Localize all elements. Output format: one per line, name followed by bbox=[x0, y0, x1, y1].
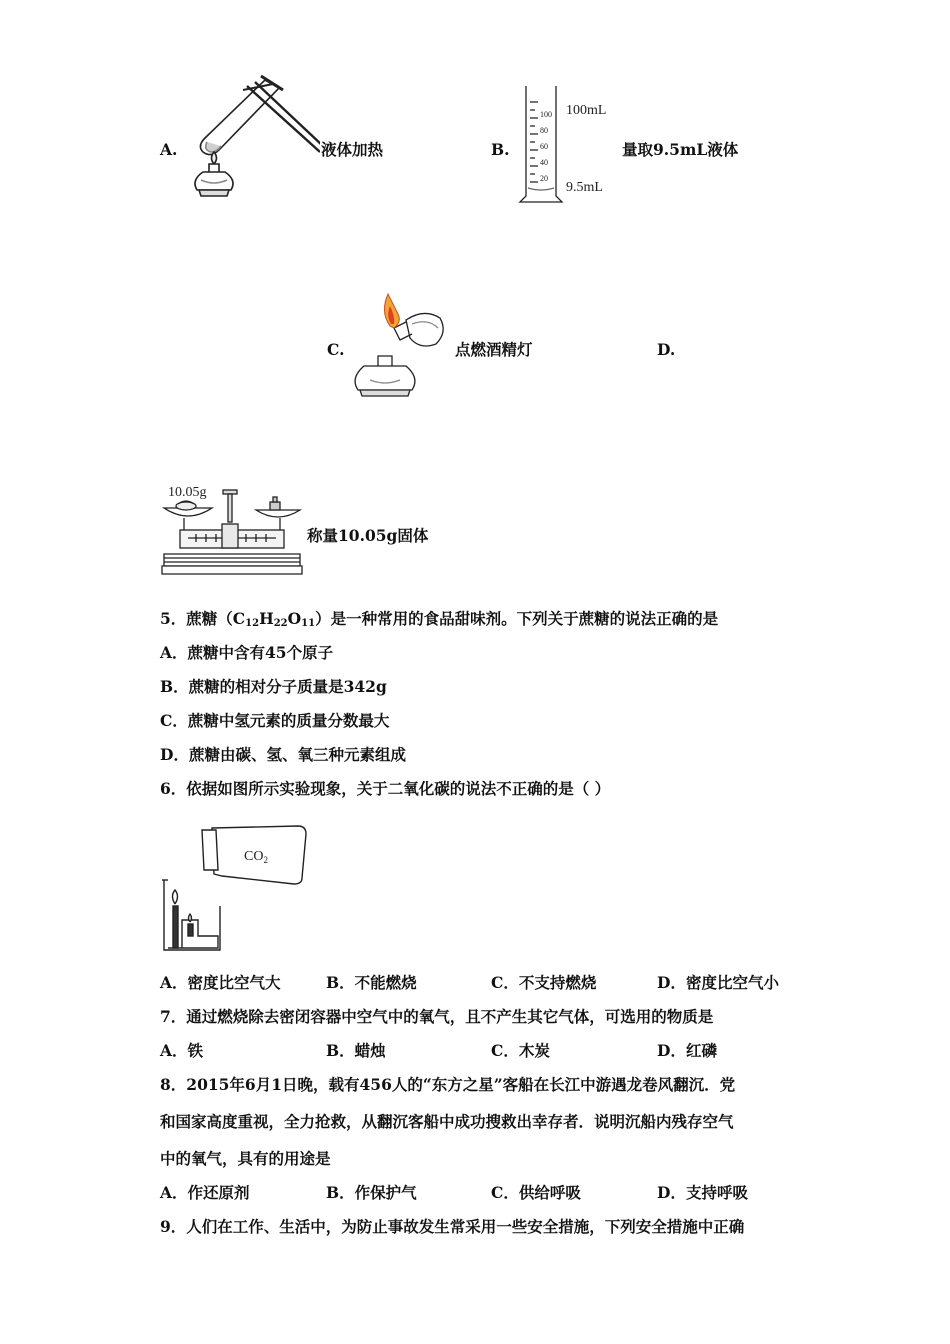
q8-option-c: C．供给呼吸 bbox=[491, 1183, 581, 1202]
option-b-letter: B. bbox=[491, 140, 510, 159]
option-a-letter: A. bbox=[160, 140, 178, 159]
q6-stem: 6．依据如图所示实验现象，关于二氧化碳的说法不正确的是（ ） bbox=[160, 779, 611, 798]
q9-stem: 9．人们在工作、生活中，为防止事故发生常采用一些安全措施，下列安全措施中正确 bbox=[160, 1217, 745, 1236]
q8-option-d: D．支持呼吸 bbox=[657, 1183, 748, 1202]
co2-beaker-figure bbox=[160, 820, 310, 955]
tick-40: 40 bbox=[540, 158, 548, 167]
q7-option-c: C．木炭 bbox=[491, 1041, 550, 1060]
liquid-heating-figure bbox=[185, 72, 320, 207]
option-c-letter: C. bbox=[327, 340, 345, 359]
q7-option-a: A．铁 bbox=[160, 1041, 204, 1060]
option-c-caption: 点燃酒精灯 bbox=[455, 340, 533, 359]
q5-option-a: A．蔗糖中含有45个原子 bbox=[160, 643, 334, 662]
q7-stem: 7．通过燃烧除去密闭容器中空气中的氧气，且不产生其它气体，可选用的物质是 bbox=[160, 1007, 714, 1026]
cylinder-top-label: 100mL bbox=[566, 103, 607, 118]
q8-option-a: A．作还原剂 bbox=[160, 1183, 250, 1202]
option-d-letter: D. bbox=[657, 340, 676, 359]
q8-line-3: 中的氧气，具有的用途是 bbox=[160, 1149, 331, 1168]
co2-subscript: 2 bbox=[263, 855, 268, 865]
option-a-caption: 液体加热 bbox=[321, 140, 384, 159]
q7-option-d: D．红磷 bbox=[657, 1041, 717, 1060]
graduated-cylinder-figure bbox=[516, 84, 626, 208]
q7-option-b: B．蜡烛 bbox=[326, 1041, 386, 1060]
tick-60: 60 bbox=[540, 142, 548, 151]
option-b-caption: 量取9.5mL液体 bbox=[622, 140, 739, 159]
q5-option-c: C．蔗糖中氢元素的质量分数最大 bbox=[160, 711, 390, 730]
q6-option-d: D．密度比空气小 bbox=[657, 973, 779, 992]
cylinder-bottom-label: 9.5mL bbox=[566, 180, 603, 195]
tick-20: 20 bbox=[540, 174, 548, 183]
option-d-caption: 称量10.05g固体 bbox=[307, 526, 429, 545]
balance-weight-label: 10.05g bbox=[168, 485, 207, 500]
tick-80: 80 bbox=[540, 126, 548, 135]
q8-line-1: 8．2015年6月1日晚，载有456人的“东方之星”客船在长江中游遇龙卷风翻沉．党 bbox=[160, 1075, 736, 1094]
q6-option-a: A．密度比空气大 bbox=[160, 973, 281, 992]
q5-option-b: B．蔗糖的相对分子质量是342g bbox=[160, 677, 387, 696]
q6-option-b: B．不能燃烧 bbox=[326, 973, 417, 992]
tick-100: 100 bbox=[540, 110, 552, 119]
q5-option-d: D．蔗糖由碳、氢、氧三种元素组成 bbox=[160, 745, 406, 764]
lighting-alcohol-lamp-figure bbox=[350, 288, 450, 403]
q5-stem: 5．蔗糖$(C_{12}H_{22}O_{11})$是一种常用的食品甜味剂。下列关于蔗糖的说法正确的是 bbox=[160, 609, 719, 629]
co2-label: CO bbox=[244, 849, 264, 864]
q8-line-2: 和国家高度重视，全力抢救，从翻沉客船中成功搜救出幸存者．说明沉船内残存空气 bbox=[160, 1112, 734, 1131]
balance-scale-figure bbox=[160, 480, 305, 578]
q6-option-c: C．不支持燃烧 bbox=[491, 973, 597, 992]
q8-option-b: B．作保护气 bbox=[326, 1183, 417, 1202]
